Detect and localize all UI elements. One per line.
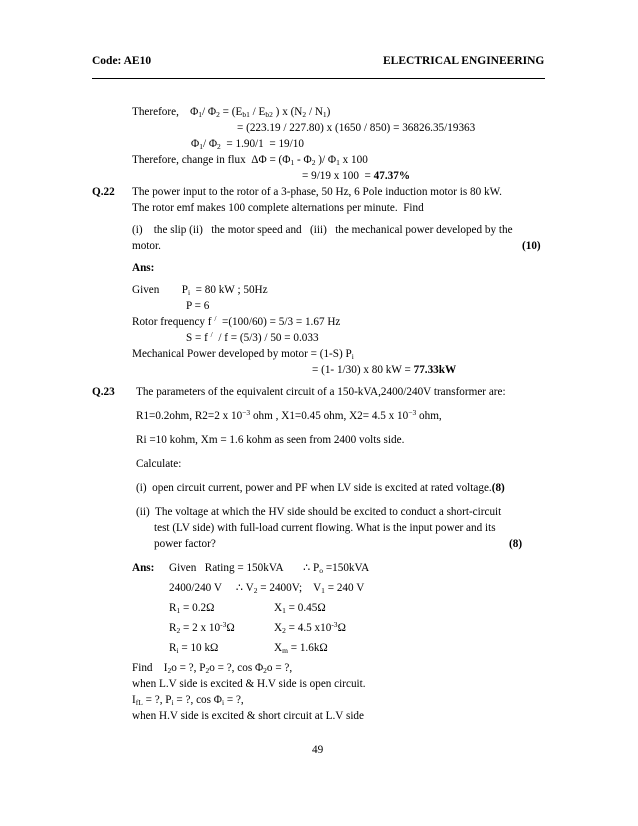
- text-line: 2400/240 V ∴ $V_2 = 2400V$; $V_1 = 240$ V: [169, 582, 365, 595]
- text-line: $R_2 = 2$ x $10^{-3}\Omega$: [169, 620, 235, 635]
- text-line: Ri =10 kohm, Xm = 1.6 kohm as seen from 2400 volts side.: [136, 434, 405, 446]
- text-line: Q.23: [92, 386, 115, 398]
- text-line: Therefore, $\Phi_1/$ $\Phi_2 = (E_{b1} / E_{b2}$ ) x $(N_2 / N_1)$: [132, 106, 331, 119]
- page-number: 49: [312, 744, 324, 756]
- text-line: P = 6: [186, 300, 210, 312]
- text-line: Therefore, change in flux $\Delta\Phi = (\Phi_1 - \Phi_2$ )/ $\Phi_1$ x 100: [132, 154, 368, 167]
- text-line: $X_2 = 4.5$ $x10^{-3}\Omega$: [274, 620, 346, 635]
- text-line: $X_1 = 0.45\Omega$: [274, 602, 326, 615]
- text-line: (10): [522, 240, 541, 252]
- text-line: (i) the slip (ii) the motor speed and (iii) the mechanical power developed by the: [132, 224, 513, 236]
- text-line: $I_{fL}$ = ?, $P_i$ = ?, $\cos \Phi_i$ = ?,: [132, 694, 244, 707]
- text-line: $X_m = 1.6k\Omega$: [274, 642, 328, 655]
- text-line: (ii) The voltage at which the HV side should be excited to conduct a short-circuit: [136, 506, 502, 518]
- text-line: Given Rating = 150kVA ∴ $P_o =150kVA$: [169, 562, 370, 575]
- text-line: Ans:: [132, 562, 155, 574]
- text-line: when H.V side is excited & short circuit at L.V side: [132, 710, 364, 722]
- text-line: Q.22: [92, 186, 115, 198]
- text-line: power factor?: [154, 538, 216, 550]
- text-line: when L.V side is excited & H.V side is open circuit.: [132, 678, 366, 690]
- text-line: $\Phi_1/$ $\Phi_2 = 1.90/1 = 19/10$: [191, 138, 304, 151]
- header-subject: ELECTRICAL ENGINEERING: [383, 55, 545, 67]
- text-line: $R_1 = 0.2\Omega$: [169, 602, 215, 615]
- text-line: Calculate:: [136, 458, 182, 470]
- text-line: (i) open circuit current, power and PF when LV side is excited at rated voltage.(8): [136, 482, 505, 494]
- text-line: The rotor emf makes 100 complete alternations per minute. Find: [132, 202, 424, 214]
- text-line: = (223.19 / 227.80) x (1650 / 850) = 36826.35/19363: [237, 122, 476, 134]
- text-line: Find $I_2o$ = ?, $P_2o$ = ?, $\cos \Phi_2o$ = ?,: [132, 662, 293, 675]
- text-line: S = f / / f = (5/3) / 50 = 0.033: [186, 330, 319, 344]
- text-line: = (1- 1/30) x 80 kW = 77.33kW: [312, 364, 457, 376]
- header-rule: [92, 78, 545, 79]
- text-line: Rotor frequency f / =(100/60) = 5/3 = 1.67 Hz: [132, 314, 341, 328]
- text-line: test (LV side) with full-load current flowing. What is the input power and its: [154, 522, 496, 534]
- text-line: motor.: [132, 240, 161, 252]
- text-line: Mechanical Power developed by motor = (1-S) $P_i$: [132, 348, 354, 361]
- text-line: (8): [509, 538, 523, 550]
- text-line: Given $P_i = 80$ kW ; 50Hz: [132, 284, 268, 297]
- header-code: Code: AE10: [92, 55, 152, 67]
- text-line: The power input to the rotor of a 3-phase, 50 Hz, 6 Pole induction motor is 80 kW.: [132, 186, 502, 198]
- text-line: = 9/19 x 100 = 47.37%: [302, 170, 411, 182]
- text-line: Ans:: [132, 262, 155, 274]
- text-line: R1=0.2ohm, R2=2 x $10^{-3}$ ohm , X1=0.45 ohm, X2= 4.5 x $10^{-3}$ ohm,: [136, 408, 442, 422]
- text-line: $R_i = 10$ kΩ: [169, 642, 219, 655]
- text-line: The parameters of the equivalent circuit of a 150-kVA,2400/240V transformer are:: [136, 386, 506, 398]
